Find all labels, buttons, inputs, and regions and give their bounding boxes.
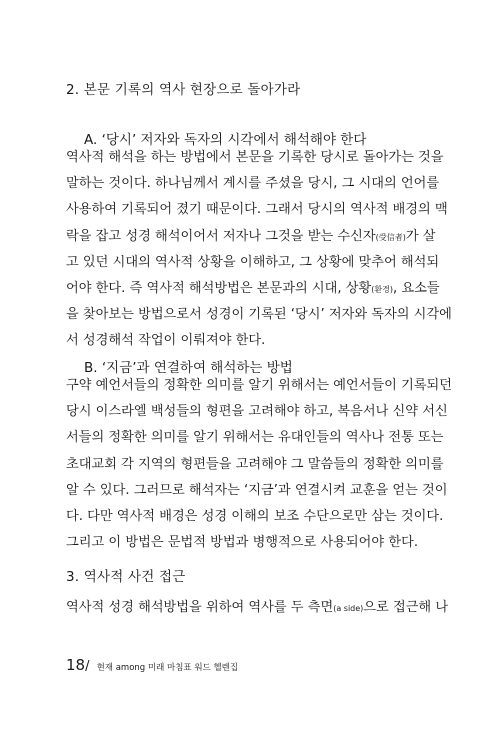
paragraph-line: 서 성경해석 작업이 이뤄져야 한다.: [66, 333, 266, 349]
paragraph-line: 고 있던 시대의 역사적 상황을 이해하고, 그 상황에 맞추어 해석되: [66, 254, 440, 270]
side-annotation: (a side): [333, 604, 364, 613]
running-book-title: 현재 among 미래 마침표 워드 헬렌집: [96, 663, 239, 673]
page-number: 18: [66, 656, 86, 674]
page-footer: [66, 655, 238, 674]
line-text: 가 살: [405, 228, 436, 244]
subsection-a-heading: A. ‘당시’ 저자와 독자의 시각에서 해석해야 한다: [84, 132, 367, 148]
paragraph-line: [66, 224, 438, 250]
paragraph-line: 초대교회 각 지역의 형편들을 고려해야 그 말씀들의 정확한 의미를: [66, 456, 444, 472]
situation-annotation: (환경): [371, 284, 393, 294]
section-3-heading: 3. 역사적 사건 접근: [66, 569, 186, 585]
paragraph-line: 말하는 것이다. 하나님께서 계시를 주셨을 당시, 그 시대의 언어를: [66, 176, 440, 192]
line-text: 역사적 성경 해석방법을 위하여 역사를 두 측면: [66, 600, 334, 615]
section-2-heading: 2. 본문 기록의 역사 현장으로 돌아가라: [66, 82, 301, 98]
paragraph-line: [66, 595, 449, 621]
paragraph-line: 서들의 정확한 의미를 알기 위해서는 유대인들의 역사나 전통 또는: [66, 430, 444, 446]
paragraph-line: 구약 예언서들의 정확한 의미를 알기 위해서는 예언서들이 기록되던: [66, 378, 453, 393]
subsection-a-paragraph: [66, 145, 452, 355]
footer-separator: /: [85, 659, 90, 674]
subsection-b-paragraph: [66, 373, 453, 556]
line-text: , 요소들: [392, 280, 440, 296]
line-text: 락을 잡고 성경 해석이어서 저자나 그것을 받는 수신자: [66, 228, 376, 244]
paragraph-line: 역사적 해석을 하는 방법에서 본문을 기록한 당시로 돌아가는 것을: [66, 150, 444, 165]
line-text: 어야 한다. 즉 역사적 해석방법은 본문과의 시대, 상황: [66, 280, 372, 296]
paragraph-line: 알 수 있다. 그러므로 해석자는 ‘지금’과 연결시켜 교훈을 얻는 것이: [66, 482, 448, 498]
paragraph-line: 을 찾아보는 방법으로서 성경이 기록된 ‘당시’ 저자와 독자의 시각에: [66, 307, 452, 323]
paragraph-line: 다. 다만 역사적 배경은 성경 이해의 보조 수단으로만 삼는 것이다.: [66, 508, 444, 524]
paragraph-line: 사용하여 기록되어 졌기 때문이다. 그래서 당시의 역사적 배경의 맥: [66, 202, 448, 218]
line-text: 으로 접근해 나: [363, 600, 449, 615]
paragraph-line: 그리고 이 방법은 문법적 방법과 병행적으로 사용되어야 한다.: [66, 535, 419, 551]
paragraph-line: [66, 276, 438, 302]
subsection-b-heading: B. ‘지금’과 연결하여 해석하는 방법: [84, 360, 293, 376]
paragraph-line: 당시 이스라엘 백성들의 형편을 고려해야 하고, 복음서나 신약 서신: [66, 404, 448, 420]
recipient-annotation: (受信者): [375, 232, 406, 242]
section-3-paragraph: [66, 595, 449, 621]
